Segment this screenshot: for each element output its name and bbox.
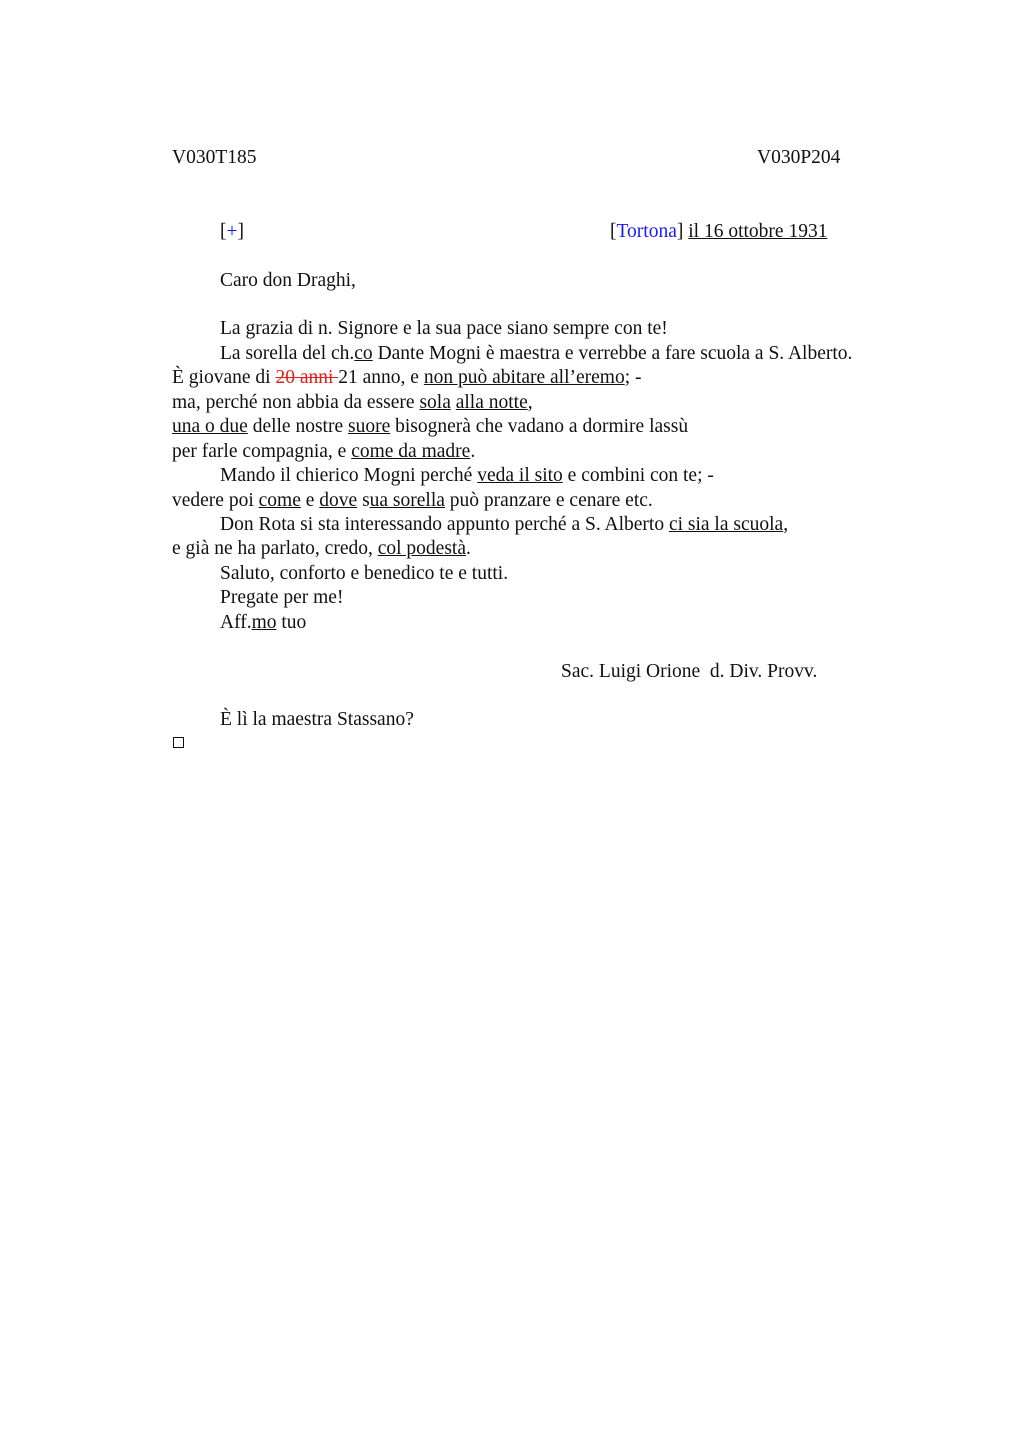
letter-line-6: per farle compagnia, e come da madre. (172, 441, 476, 462)
letter-line-3: È giovane di 20 anni 21 anno, e non può abitare all’eremo; - (172, 367, 642, 388)
empty-box-icon (173, 737, 184, 748)
letter-line-1: La grazia di n. Signore e la sua pace siano sempre con te! (220, 318, 668, 339)
closing: Aff.mo tuo (220, 612, 307, 633)
letter-line-12: Pregate per me! (220, 587, 344, 608)
letter-line-2: La sorella del ch.co Dante Mogni è maestra e verrebbe a fare scuola a S. Alberto. (220, 343, 853, 364)
letter-line-11: Saluto, conforto e benedico te e tutti. (220, 563, 509, 584)
salutation: Caro don Draghi, (220, 270, 356, 291)
letter-line-8: vedere poi come e dove sua sorella può pranzare e cenare etc. (172, 490, 653, 511)
document-code-left: V030T185 (172, 147, 257, 168)
document-code-right: V030P204 (757, 147, 841, 168)
place-date: [Tortona] il 16 ottobre 1931 (610, 221, 828, 242)
signature: Sac. Luigi Orione d. Div. Provv. (561, 661, 818, 682)
letter-line-4: ma, perché non abbia da essere sola alla notte, (172, 392, 533, 413)
letter-line-10: e già ne ha parlato, credo, col podestà. (172, 538, 471, 559)
letter-line-5: una o due delle nostre suore bisognerà che vadano a dormire lassù (172, 416, 689, 437)
postscript: È lì la maestra Stassano? (220, 709, 414, 730)
letter-line-7: Mando il chierico Mogni perché veda il sito e combini con te; - (220, 465, 714, 486)
cross-mark: [+] (220, 221, 244, 242)
deleted-text: 20 anni (275, 367, 339, 388)
letter-line-9: Don Rota si sta interessando appunto perché a S. Alberto ci sia la scuola, (220, 514, 789, 535)
